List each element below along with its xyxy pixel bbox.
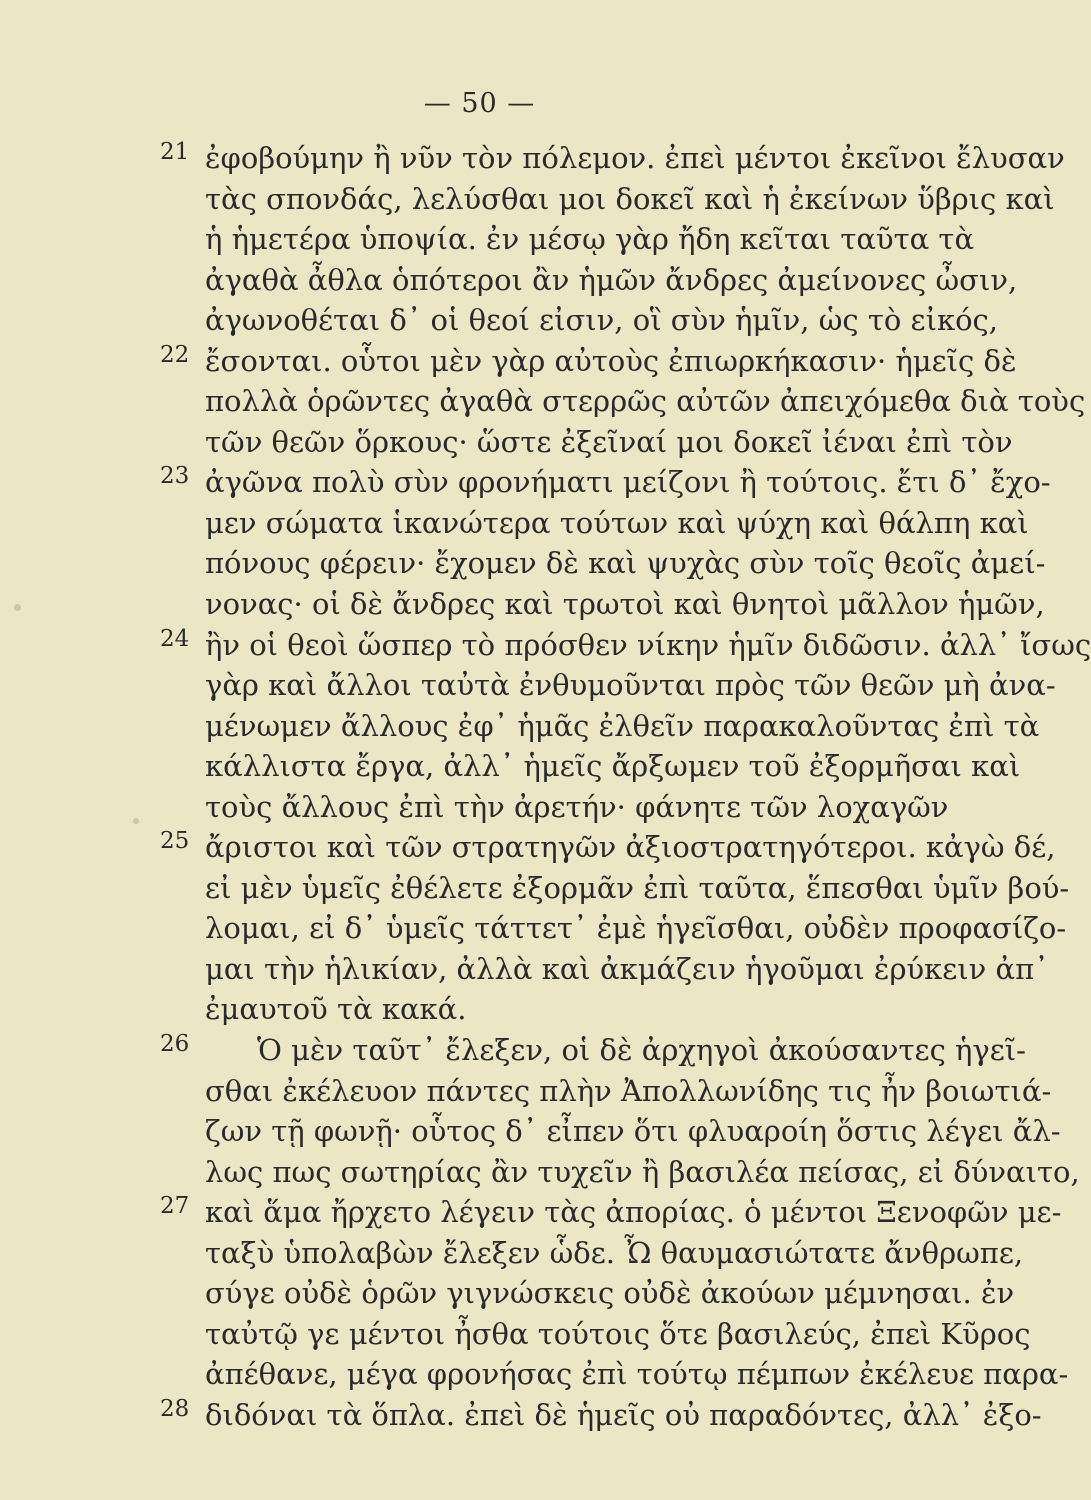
section-number: 25 xyxy=(160,828,190,855)
text-line xyxy=(160,219,975,260)
line-text: νονας· οἱ δὲ ἄνδρες καὶ τρωτοὶ καὶ θνητοὶ μᾶλλον ἡμῶν, xyxy=(205,587,1045,622)
text-line xyxy=(160,381,1086,422)
line-text: γὰρ καὶ ἄλλοι ταὐτὰ ἐνθυμοῦνται πρὸς τῶν θεῶν μὴ ἀνα- xyxy=(205,668,1056,703)
text-line xyxy=(160,1111,1061,1152)
line-text: τοὺς ἄλλους ἐπὶ τὴν ἀρετήν· φάνητε τῶν λοχαγῶν xyxy=(205,789,949,824)
text-line xyxy=(160,1273,1015,1314)
text-line xyxy=(160,422,1013,463)
text-line xyxy=(160,341,1017,382)
text-line xyxy=(160,1071,1052,1112)
text-line xyxy=(160,706,1040,747)
line-text: ἀγαθὰ ἆθλα ὁπότεροι ἂν ἡμῶν ἄνδρες ἀμείνονες ὦσιν, xyxy=(205,262,1018,297)
line-text: μεν σώματα ἱκανώτερα τούτων καὶ ψύχη καὶ θάλπη καὶ xyxy=(205,505,1029,540)
line-text: ἡ ἡμετέρα ὑποψία. ἐν μέσῳ γὰρ ἤδη κεῖται ταῦτα τὰ xyxy=(205,222,975,257)
text-line xyxy=(160,908,1067,949)
text-line xyxy=(160,300,998,341)
text-line xyxy=(160,625,1091,666)
line-text: λομαι, εἰ δ᾽ ὑμεῖς τάττετ᾽ ἐμὲ ἡγεῖσθαι, οὐδὲν προφασίζο- xyxy=(205,911,1067,946)
line-text: διδόναι τὰ ὅπλα. ἐπεὶ δὲ ἡμεῖς οὐ παραδόντες, ἀλλ᾽ ἐξο- xyxy=(205,1397,1042,1432)
section-number: 28 xyxy=(160,1395,190,1422)
line-text: Ὁ μὲν ταῦτ᾽ ἔλεξεν, οἱ δὲ ἀρχηγοὶ ἀκούσαντες ἡγεῖ- xyxy=(257,1033,1026,1068)
text-line xyxy=(160,260,1018,301)
text-line xyxy=(160,462,1051,503)
line-text: λως πως σωτηρίας ἂν τυχεῖν ἢ βασιλέα πείσας, εἰ δύναιτο, xyxy=(205,1154,1080,1189)
text-line xyxy=(160,1314,1031,1355)
section-number: 26 xyxy=(160,1031,190,1058)
text-line xyxy=(160,584,1045,625)
line-text: ἢν οἱ θεοὶ ὥσπερ τὸ πρόσθεν νίκην ἡμῖν διδῶσιν. ἀλλ᾽ ἴσως xyxy=(205,627,1091,662)
text-line xyxy=(160,138,1065,179)
text-line xyxy=(160,1354,1069,1395)
line-text: μένωμεν ἄλλους ἐφ᾽ ἡμᾶς ἐλθεῖν παρακαλοῦντας ἐπὶ τὰ xyxy=(205,708,1040,743)
line-text: καὶ ἅμα ἤρχετο λέγειν τὰς ἀπορίας. ὁ μέντοι Ξενοφῶν με- xyxy=(205,1195,1062,1230)
text-line xyxy=(160,989,935,1030)
line-text: ἐφοβούμην ἢ νῦν τὸν πόλεμον. ἐπεὶ μέντοι ἐκεῖνοι ἔλυσαν xyxy=(205,141,1065,175)
line-text: ἀπέθανε, μέγα φρονήσας ἐπὶ τούτῳ πέμπων ἐκέλευε παρα- xyxy=(205,1357,1069,1392)
paper-speck xyxy=(14,604,21,611)
line-text: ζων τῇ φωνῇ· οὗτος δ᾽ εἶπεν ὅτι φλυαροίη ὅστις λέγει ἄλ- xyxy=(205,1114,1061,1149)
text-line xyxy=(160,746,1021,787)
text-line xyxy=(160,179,1055,220)
text-line xyxy=(160,1152,1080,1193)
text-line xyxy=(160,949,1049,990)
text-line xyxy=(160,665,1056,706)
text-line xyxy=(160,543,1046,584)
page-number: — 50 — xyxy=(423,88,536,119)
line-text: ταξὺ ὑπολαβὼν ἔλεξεν ὧδε. Ὦ θαυμασιώτατε ἄνθρωπε, xyxy=(205,1235,1024,1270)
line-text: ἀγωνοθέται δ᾽ οἱ θεοί εἰσιν, οἳ σὺν ἡμῖν, ὡς τὸ εἰκός, xyxy=(205,303,998,338)
section-number: 27 xyxy=(160,1193,190,1220)
section-number: 22 xyxy=(160,341,190,368)
paper-speck xyxy=(133,818,139,824)
line-text: ἔσονται. οὗτοι μὲν γὰρ αὐτοὺς ἐπιωρκήκασιν· ἡμεῖς δὲ xyxy=(205,343,1017,378)
section-number: 21 xyxy=(160,139,190,165)
greek-text-body xyxy=(160,138,1091,1436)
line-text: μαι τὴν ἡλικίαν, ἀλλὰ καὶ ἀκμάζειν ἡγοῦμαι ἐρύκειν ἀπ᾽ xyxy=(205,951,1049,986)
line-text: πολλὰ ὁρῶντες ἀγαθὰ στερρῶς αὐτῶν ἀπειχόμεθα διὰ τοὺς xyxy=(205,384,1086,419)
line-text: ταὐτῷ γε μέντοι ἦσθα τούτοις ὅτε βασιλεύς, ἐπεὶ Κῦρος xyxy=(205,1316,1031,1351)
text-line xyxy=(160,868,1070,909)
text-line xyxy=(160,787,949,828)
line-text: κάλλιστα ἔργα, ἀλλ᾽ ἡμεῖς ἄρξωμεν τοῦ ἐξορμῆσαι καὶ xyxy=(205,749,1021,784)
line-text: ἄριστοι καὶ τῶν στρατηγῶν ἀξιοστρατηγότεροι. κἀγὼ δέ, xyxy=(205,830,1056,865)
line-text: τῶν θεῶν ὅρκους· ὥστε ἐξεῖναί μοι δοκεῖ ἰέναι ἐπὶ τὸν xyxy=(205,424,1013,459)
text-line xyxy=(160,1030,1026,1071)
line-text: σθαι ἐκέλευον πάντες πλὴν Ἀπολλωνίδης τις ἦν βοιωτιά- xyxy=(205,1073,1052,1108)
text-line xyxy=(160,827,1056,868)
line-text: εἰ μὲν ὑμεῖς ἐθέλετε ἐξορμᾶν ἐπὶ ταῦτα, ἕπεσθαι ὑμῖν βού- xyxy=(205,870,1070,905)
line-text: πόνους φέρειν· ἔχομεν δὲ καὶ ψυχὰς σὺν τοῖς θεοῖς ἀμεί- xyxy=(205,546,1046,581)
text-line xyxy=(160,503,1029,544)
text-line xyxy=(160,1395,1042,1436)
text-line xyxy=(160,1233,1024,1274)
line-text: τὰς σπονδάς, λελύσθαι μοι δοκεῖ καὶ ἡ ἐκείνων ὕβρις καὶ xyxy=(205,181,1055,216)
line-text: ἀγῶνα πολὺ σὺν φρονήματι μείζονι ἢ τούτοις. ἔτι δ᾽ ἔχο- xyxy=(205,465,1051,500)
text-line xyxy=(160,1192,1062,1233)
section-number: 24 xyxy=(160,625,190,652)
line-text: ἐμαυτοῦ τὰ κακά. xyxy=(205,992,467,1027)
line-text: σύγε οὐδὲ ὁρῶν γιγνώσκεις οὐδὲ ἀκούων μέμνησαι. ἐν xyxy=(205,1276,1015,1311)
section-number: 23 xyxy=(160,463,190,490)
